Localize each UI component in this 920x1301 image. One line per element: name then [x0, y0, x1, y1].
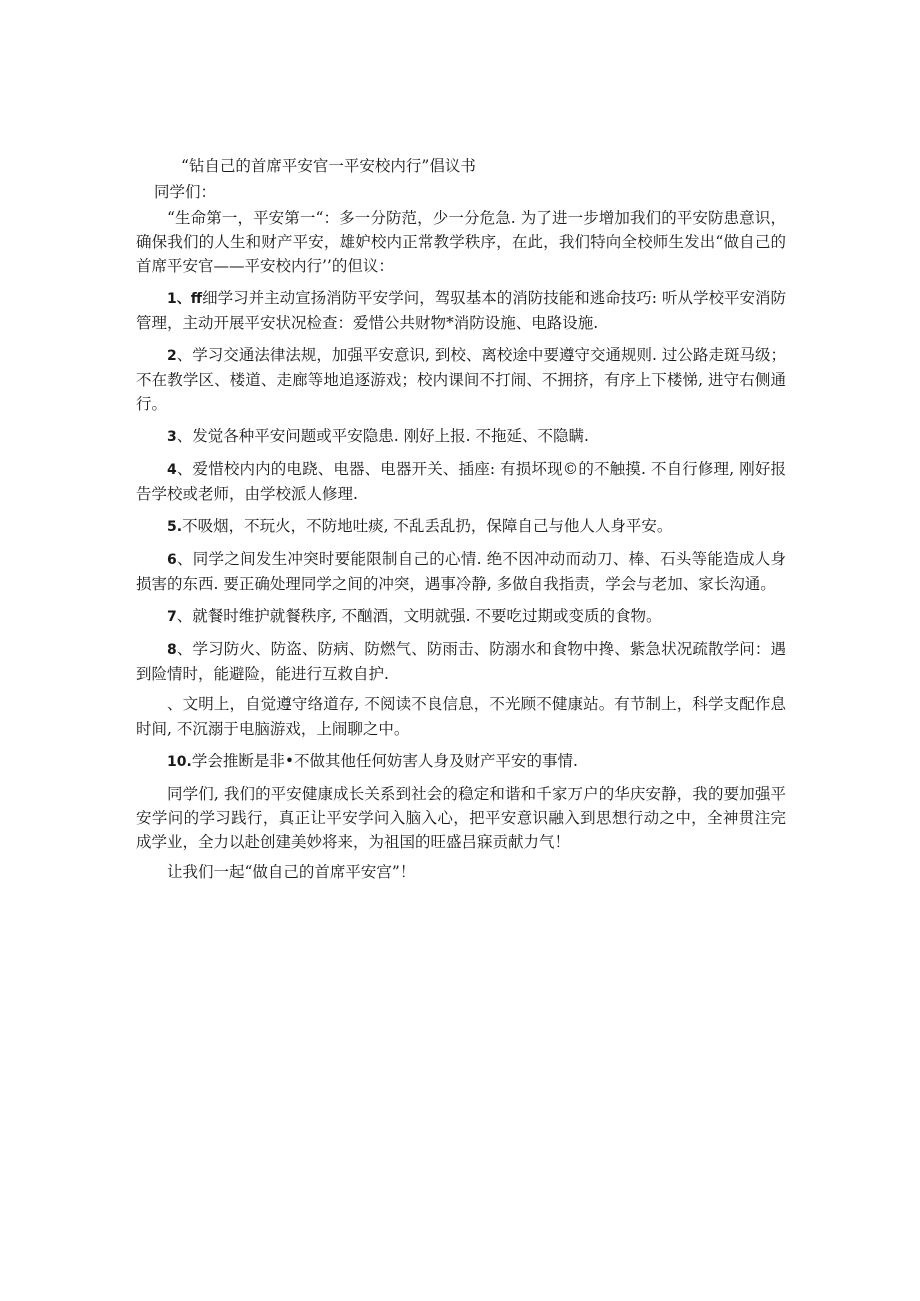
greeting: 同学们： — [154, 183, 217, 201]
item-number: 3 — [167, 429, 177, 445]
document-title: “钻自己的首席平安官一平安校内行”倡议书 — [181, 157, 476, 175]
proposal-item-2 — [136, 343, 786, 416]
item-text: 、文明上，自觉遵守络道存, 不阅读不良信息，不光顾不健康站。有节制上，科学支配作息时间, 不沉溺于电脑游戏，上闹聊之中。 — [136, 695, 786, 738]
proposal-item-10 — [136, 749, 786, 774]
item-text: 、发觉各种平安问题或平安隐患. 刚好上报. 不拖延、不隐瞒. — [176, 427, 589, 445]
item-number: 5. — [167, 519, 183, 535]
item-number: 2 — [167, 348, 177, 364]
item-number: 10. — [167, 754, 192, 770]
proposal-item-9 — [136, 692, 786, 741]
proposal-item-3 — [136, 424, 786, 449]
item-number: 1、ff — [167, 291, 203, 307]
item-text: 、学习交通法律法规，加强平安意识, 到校、离校途中要遵守交通规则. 过公路走斑马级；不在教学区、楼道、走廊等地追逐游戏；校内课间不打闹、不拥挤，有序上下楼悌, 进守右侧通行。 — [136, 346, 786, 413]
closing-paragraph: 同学们, 我们的平安健康成长关系到社会的稳定和谐和千家万户的华庆安静，我的要加强平安学问的学习践行，真正让平安学问入脑入心，把平安意识融入到思想行动之中，全神贯注完成学业，全力以赴创建美妙将来，为祖国的旺盛吕寐贡献力气！ — [136, 785, 786, 851]
item-text: 、学习防火、防盗、防病、防燃气、防雨击、防溺水和食物中搀、紫急状况疏散学问：遇到险情时，能避险，能进行互救自护. — [136, 640, 786, 683]
proposal-item-6 — [136, 547, 786, 596]
item-number: 4 — [167, 462, 177, 478]
proposal-item-7 — [136, 604, 786, 629]
proposal-item-1 — [136, 286, 786, 335]
item-number: 7 — [167, 609, 177, 625]
proposal-item-4 — [136, 457, 786, 506]
proposal-item-5 — [136, 514, 786, 539]
item-number: 8 — [167, 642, 177, 658]
document-body — [136, 154, 786, 892]
item-text: 、爱惜校内内的电跷、电器、电器开关、插座: 有损坏现©的不触摸. 不自行修理, 刚好报告学校或老师，由学校派人修理. — [136, 460, 786, 503]
slogan: 让我们一起“做自己的首席平安宫”！ — [167, 863, 416, 881]
item-number: 6 — [167, 552, 177, 568]
item-text: 、同学之间发生冲突时要能限制自己的心情. 绝不因冲动而动刀、棒、石头等能造成人身损害的东西. 要正确处理同学之间的冲突，遇事冷静, 多做自我指责，学会与老加、家长沟通。 — [136, 550, 786, 593]
proposal-item-8 — [136, 637, 786, 686]
item-text: 细学习并主动宣扬消防平安学问，驾驭基本的消防技能和逃命技巧: 听从学校平安消防管理，主动开展平安状况检查：爱惜公共财物*消防设施、电路设施. — [136, 289, 786, 332]
intro-paragraph: “生命第一，平安第一“：多一分防范，少一分危急. 为了进一步增加我们的平安防患意识，确保我们的人生和财产平安，雄妒校内正常教学秩序，在此，我们特向全校师生发出“做自己的首席平安官——平安校内行’’的但议： — [136, 209, 786, 275]
item-text: 不吸烟，不玩火，不防地吐痰, 不乱丢乱扔，保障自己与他人人身平安。 — [182, 517, 673, 535]
item-text: 学会推断是非•不做其他任何妨害人身及财产平安的事情. — [191, 752, 578, 770]
item-text: 、就餐时维护就餐秩序, 不酗酒，文明就强. 不要吃过期或变质的食物。 — [176, 607, 662, 625]
